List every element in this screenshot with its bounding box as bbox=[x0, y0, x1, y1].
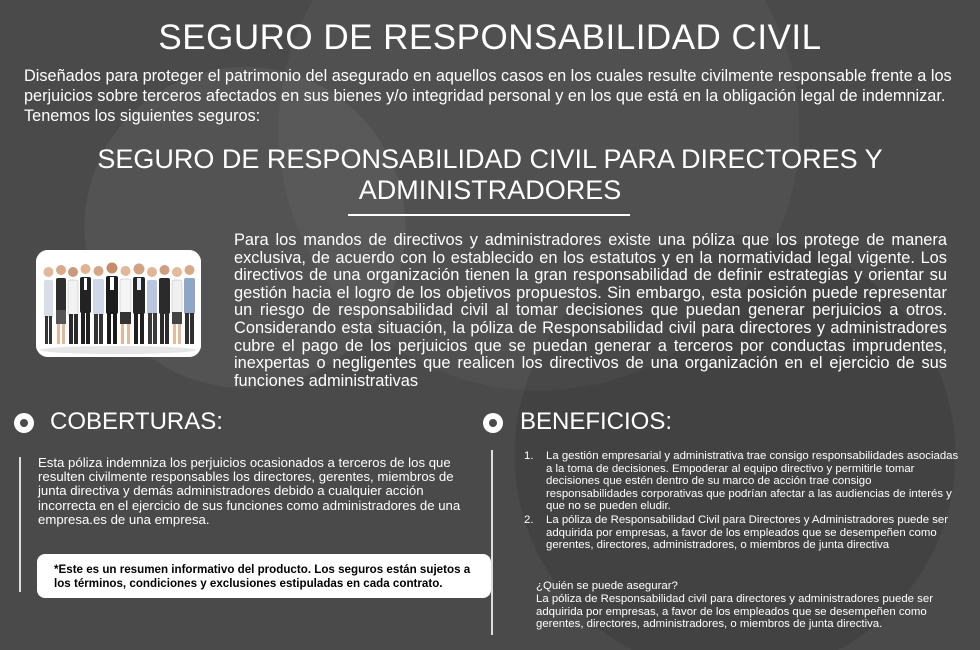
page-title: SEGURO DE RESPONSABILIDAD CIVIL bbox=[158, 18, 822, 57]
radio-bullet-icon bbox=[14, 413, 34, 433]
business-team-illustration bbox=[36, 250, 201, 357]
title-divider bbox=[348, 214, 630, 216]
coverage-divider bbox=[19, 457, 21, 592]
list-item bbox=[522, 450, 962, 513]
list-item bbox=[522, 514, 962, 552]
benefit-text: La póliza de Responsabilidad Civil para Directores y Administradores puede ser adquirida por empresas, a favor de los empleados que se desempeñen como gerentes, directores, administradores, o miembros de junta directiva bbox=[546, 513, 949, 552]
list-number: 1. bbox=[524, 450, 534, 462]
disclaimer-box bbox=[37, 554, 491, 598]
business-team-photo bbox=[36, 250, 201, 357]
coverage-text: Esta póliza indemniza los perjuicios ocasionados a terceros de los que resulten civilmente responsables los directores, gerentes, miembros de junta directiva y demás administradores debido a cualquier acción incorrecta en el ejercicio de sus funciones como administradores de una empresa.es de una empresa. bbox=[38, 455, 461, 527]
list-number: 2. bbox=[524, 513, 534, 526]
who-answer: La póliza de Responsabilidad civil para directores y administradores puede ser adquirida por empresas, a favor de los empleados que se desempeñen como gerentes, directores, administradores, o miembros de junta directiva. bbox=[536, 593, 933, 631]
benefit-text: La gestión empresarial y administrativa trae consigo responsabilidades asociadas a la toma de decisiones. Empoderar al equipo directivo y permitirle tomar decisiones que estén dentro de su marco de acción trae consigo responsabilidades corporativas que podrían afectar a las audiencias de interés y que no se pueden eludir. bbox=[546, 450, 959, 513]
benefits-divider bbox=[491, 450, 493, 635]
who-question: ¿Quién se puede asegurar? bbox=[536, 580, 678, 592]
product-description: Para los mandos de directivos y administradores existe una póliza que los protege de manera exclusiva, de acuerdo con lo establecido en los estatutos y en la normatividad legal vigente. Los directivos de una organización tienen la gran responsabilidad de definir estrategias y orientar su gestión hacia el logro de los objetivos propuestos. Sin embargo, esta posición puede representar un riesgo de responsabilidad civil al tomar decisiones que puedan generar perjuicios a otros. Considerando esta situación, la póliza de Responsabilidad civil para directores y administradores cubre el pago de los perjuicios que se puedan generar a terceros por conductas imprudentes, inexpertas o negligentes que realicen los directivos de una organización en el ejercicio de sus funciones administrativas bbox=[234, 231, 947, 390]
radio-bullet-icon bbox=[483, 413, 503, 433]
benefits-title: BENEFICIOS: bbox=[520, 408, 673, 435]
disclaimer-text: *Este es un resumen informativo del producto. Los seguros están sujetos a los términos, condiciones y exclusiones estipuladas en cada contrato. bbox=[54, 563, 471, 590]
coverage-title: COBERTURAS: bbox=[50, 408, 223, 435]
intro-paragraph: Diseñados para proteger el patrimonio del asegurado en aquellos casos en los cuales resulte civilmente responsable frente a los perjuicios sobre terceros afectados en sus bienes y/o integridad personal y en los que está en la obligación legal de indemnizar. Tenemos los siguientes seguros: bbox=[24, 67, 952, 125]
product-title: SEGURO DE RESPONSABILIDAD CIVIL PARA DIRECTORES Y ADMINISTRADORES bbox=[97, 144, 883, 205]
benefits-list bbox=[522, 450, 962, 553]
